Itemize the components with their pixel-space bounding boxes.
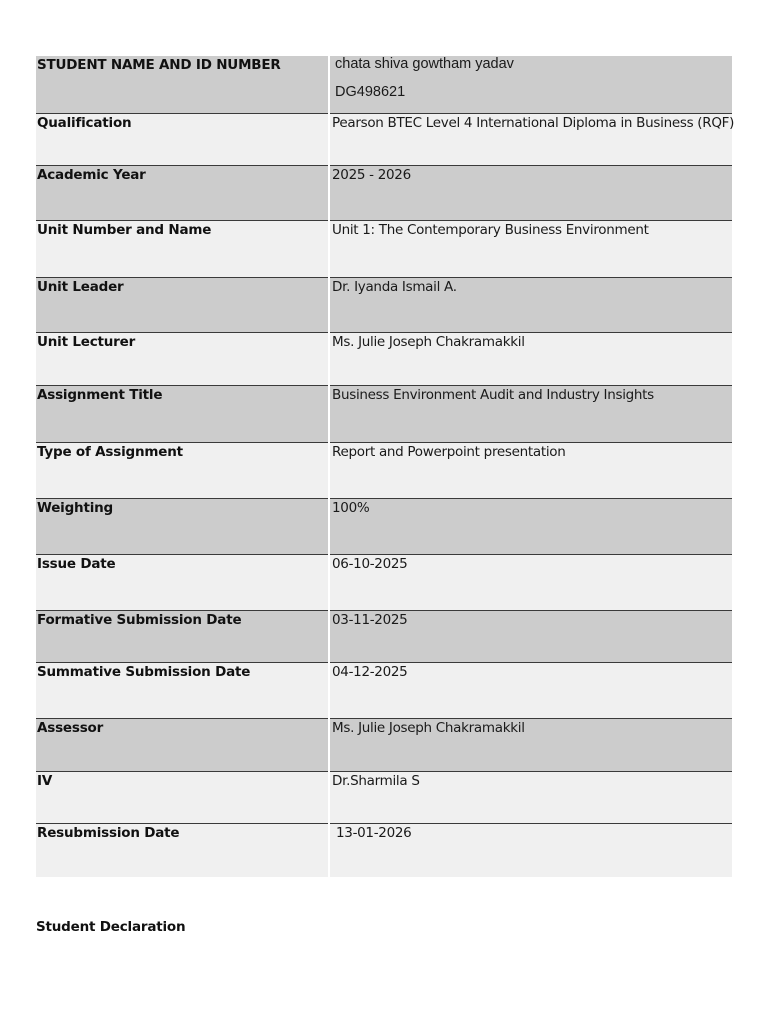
row-label: Assessor [36, 718, 328, 771]
table-row-assessor [36, 718, 732, 771]
row-label: Academic Year [36, 165, 328, 220]
row-label: Qualification [36, 113, 328, 165]
student-id: DG498621 [335, 84, 406, 100]
row-value: Unit 1: The Contemporary Business Environment [330, 220, 732, 277]
row-label: Resubmission Date [36, 823, 328, 877]
row-label: Summative Submission Date [36, 662, 328, 718]
row-value: 06-10-2025 [330, 554, 732, 610]
row-label: Issue Date [36, 554, 328, 610]
table-row-assignment-type [36, 442, 732, 498]
row-value: Ms. Julie Joseph Chakramakkil [330, 718, 732, 771]
table-row-summative-date [36, 662, 732, 718]
table-row-iv [36, 771, 732, 823]
row-value: 03-11-2025 [330, 610, 732, 662]
row-value: 13-01-2026 [330, 823, 732, 877]
row-value: Dr.Sharmila S [330, 771, 732, 823]
row-value: Business Environment Audit and Industry Insights [330, 385, 732, 442]
table-row-formative-date [36, 610, 732, 662]
table-row-qualification [36, 113, 735, 165]
row-label: Formative Submission Date [36, 610, 328, 662]
row-label: IV [36, 771, 328, 823]
row-value-student [330, 56, 732, 113]
student-declaration-heading: Student Declaration [36, 919, 186, 935]
table-row-issue-date [36, 554, 732, 610]
table-row-unit-lecturer [36, 332, 732, 385]
row-label: Type of Assignment [36, 442, 328, 498]
student-name: chata shiva gowtham yadav [335, 56, 514, 72]
table-row-assignment-title [36, 385, 732, 442]
row-value: 04-12-2025 [330, 662, 732, 718]
row-label: Unit Number and Name [36, 220, 328, 277]
row-label: Unit Leader [36, 277, 328, 332]
table-row-student [36, 56, 732, 113]
assignment-cover-table [36, 56, 735, 877]
row-value: Pearson BTEC Level 4 International Diploma in Business (RQF) [330, 113, 732, 165]
row-label: Assignment Title [36, 385, 328, 442]
row-label: STUDENT NAME AND ID NUMBER [37, 57, 281, 73]
table-row-unit [36, 220, 732, 277]
table-row-unit-leader [36, 277, 732, 332]
row-label: Unit Lecturer [36, 332, 328, 385]
table-row-academic-year [36, 165, 732, 220]
row-value: Dr. Iyanda Ismail A. [330, 277, 732, 332]
row-value: Report and Powerpoint presentation [330, 442, 732, 498]
table-row-weighting [36, 498, 732, 554]
row-value: Ms. Julie Joseph Chakramakkil [330, 332, 732, 385]
row-value: 100% [330, 498, 732, 554]
table-row-resubmission-date [36, 823, 732, 877]
row-value: 2025 - 2026 [330, 165, 732, 220]
row-label: Weighting [36, 498, 328, 554]
